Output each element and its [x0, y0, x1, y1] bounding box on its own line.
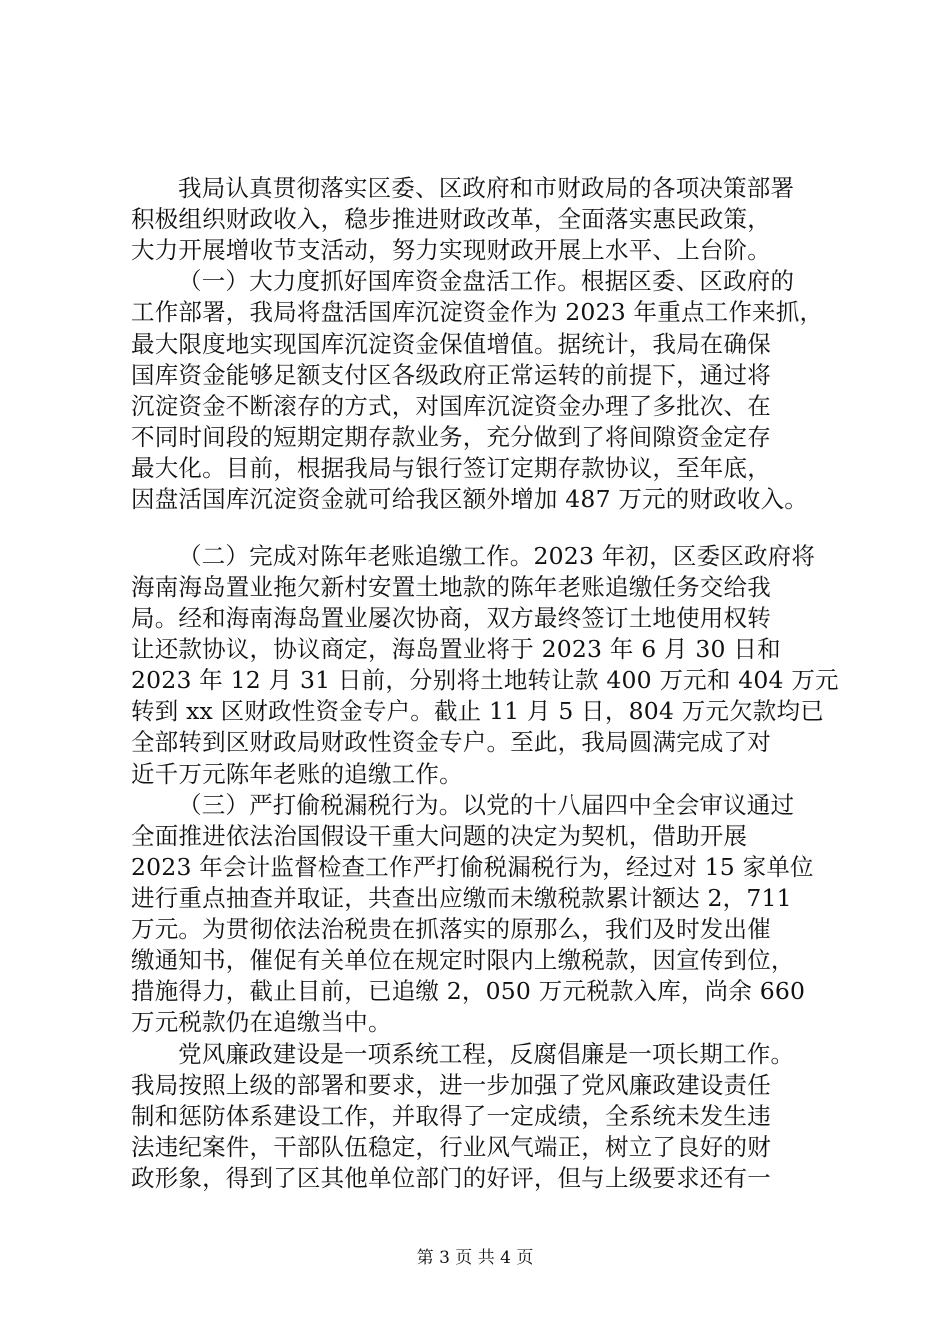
text-line: 措施得力，截止目前，已追缴 2，050 万元税款入库，尚余 660	[131, 977, 806, 1005]
text-line: 让还款协议，协议商定，海岛置业将于 2023 年 6 月 30 日和	[131, 635, 781, 663]
text-line: 全面推进依法治国假设干重大问题的决定为契机，借助开展	[131, 822, 748, 850]
text-line: 国库资金能够足额支付区各级政府正常运转的前提下，通过将	[131, 361, 771, 389]
text-line: （二）完成对陈年老账追缴工作。2023 年初，区委区政府将	[178, 542, 816, 570]
text-line: 2023 年会计监督检查工作严打偷税漏税行为，经过对 15 家单位	[131, 853, 814, 881]
text-line: 我局认真贯彻落实区委、区政府和市财政局的各项决策部署	[178, 174, 795, 202]
text-line: 因盘活国库沉淀资金就可给我区额外增加 487 万元的财政收入。	[131, 485, 808, 513]
text-line: 政形象，得到了区其他单位部门的好评，但与上级要求还有一	[131, 1164, 771, 1192]
text-line: 党风廉政建设是一项系统工程，反腐倡廉是一项长期工作。	[178, 1040, 795, 1068]
text-line: 最大限度地实现国库沉淀资金保值增值。据统计，我局在确保	[131, 330, 771, 358]
text-line: 工作部署，我局将盘活国库沉淀资金作为 2023 年重点工作来抓，	[131, 298, 824, 326]
text-line: 转到 xx 区财政性资金专户。截止 11 月 5 日，804 万元欠款均已	[131, 697, 824, 725]
text-line: 沉淀资金不断滚存的方式，对国库沉淀资金办理了多批次、在	[131, 392, 771, 420]
text-line: （一）大力度抓好国库资金盘活工作。根据区委、区政府的	[178, 267, 795, 295]
text-line: 缴通知书，催促有关单位在规定时限内上缴税款，因宣传到位，	[131, 946, 795, 974]
text-line: 近千万元陈年老账的追缴工作。	[131, 760, 463, 788]
text-line: 最大化。目前，根据我局与银行签订定期存款协议，至年底，	[131, 454, 771, 482]
text-line: 制和惩防体系建设工作，并取得了一定成绩，全系统未发生违	[131, 1102, 771, 1130]
text-line: 法违纪案件，干部队伍稳定，行业风气端正，树立了良好的财	[131, 1133, 771, 1161]
text-line: 我局按照上级的部署和要求，进一步加强了党风廉政建设责任	[131, 1071, 771, 1099]
text-line: （三）严打偷税漏税行为。以党的十八届四中全会审议通过	[178, 791, 795, 819]
page-number-footer: 第 3 页 共 4 页	[416, 1248, 534, 1268]
text-line: 海南海岛置业拖欠新村安置土地款的陈年老账追缴任务交给我	[131, 573, 771, 601]
text-line: 不同时间段的短期定期存款业务，充分做到了将间隙资金定存	[131, 423, 771, 451]
text-line: 进行重点抽查并取证，共查出应缴而未缴税款累计额达 2，711	[131, 884, 792, 912]
text-line: 万元税款仍在追缴当中。	[131, 1008, 392, 1036]
text-line: 万元。为贯彻依法治税贵在抓落实的原那么，我们及时发出催	[131, 915, 771, 943]
text-line: 局。经和海南海岛置业屡次协商，双方最终签订土地使用权转	[131, 604, 771, 632]
text-line: 大力开展增收节支活动，努力实现财政开展上水平、上台阶。	[131, 236, 771, 264]
text-line: 全部转到区财政局财政性资金专户。至此，我局圆满完成了对	[131, 728, 771, 756]
text-line: 积极组织财政收入，稳步推进财政改革，全面落实惠民政策，	[131, 205, 771, 233]
text-line: 2023 年 12 月 31 日前，分别将土地转让款 400 万元和 404 万元	[131, 666, 839, 694]
